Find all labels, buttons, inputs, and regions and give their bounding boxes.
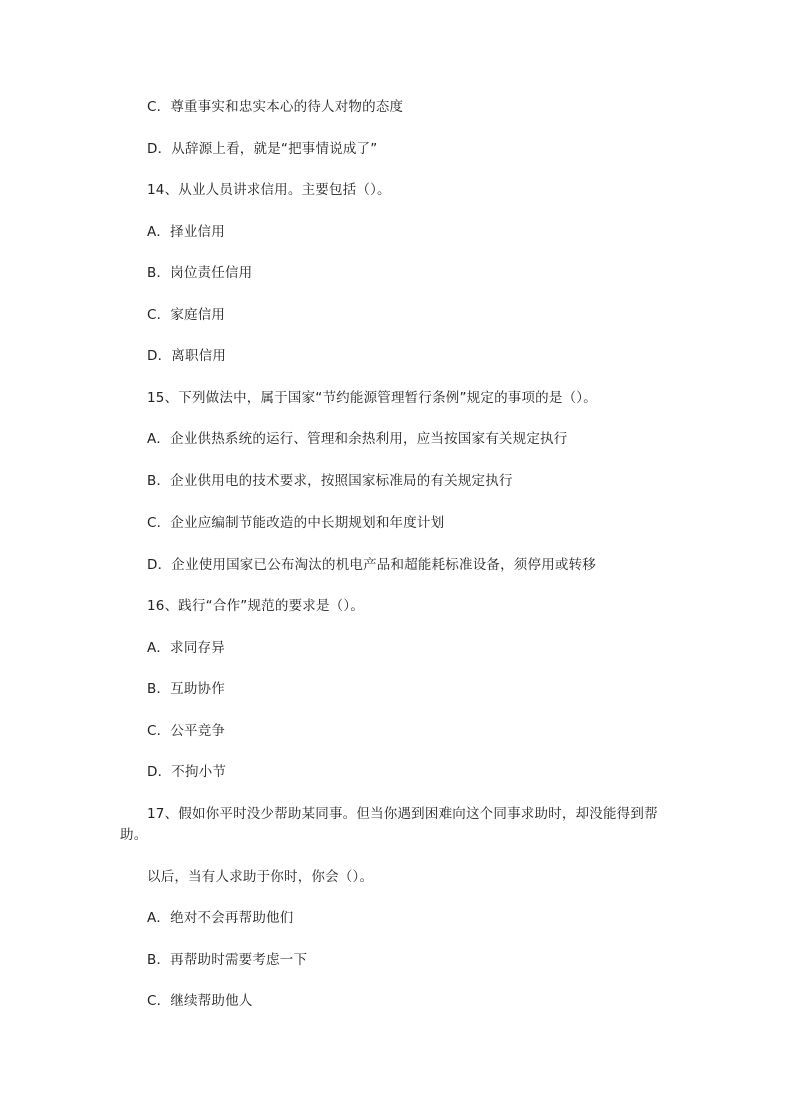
- question-line: 16、践行“合作”规范的要求是（）。: [147, 598, 365, 614]
- option-line: B．互助协作: [147, 681, 225, 697]
- option-line: A．绝对不会再帮助他们: [147, 910, 294, 926]
- option-line: A．企业供热系统的运行、管理和余热利用，应当按国家有关规定执行: [147, 431, 568, 447]
- option-line: C．公平竞争: [147, 723, 226, 739]
- question-line-continued: 助。: [120, 827, 148, 843]
- option-line: C．家庭信用: [147, 307, 226, 323]
- option-line: B．再帮助时需要考虑一下: [147, 952, 308, 968]
- option-line: C．企业应编制节能改造的中长期规划和年度计划: [147, 515, 445, 531]
- option-line: C．继续帮助他人: [147, 993, 253, 1009]
- question-line: 以后，当有人求助于你时，你会（）。: [147, 869, 374, 885]
- option-line: D．从辞源上看，就是“把事情说成了”: [147, 141, 378, 157]
- option-line: A．求同存异: [147, 640, 225, 656]
- option-line: D．企业使用国家已公布淘汰的机电产品和超能耗标准设备，须停用或转移: [147, 557, 596, 573]
- option-line: C．尊重事实和忠实本心的待人对物的态度: [147, 99, 404, 115]
- option-line: B．企业供用电的技术要求，按照国家标准局的有关规定执行: [147, 473, 513, 489]
- question-line: 15、下列做法中，属于国家“节约能源管理暂行条例”规定的事项的是（）。: [147, 390, 597, 406]
- question-line: 17、假如你平时没少帮助某同事。但当你遇到困难向这个同事求助时，却没能得到帮: [147, 806, 658, 822]
- option-line: B．岗位责任信用: [147, 265, 253, 281]
- option-line: A．择业信用: [147, 224, 225, 240]
- option-line: D．不拘小节: [147, 764, 227, 780]
- option-line: D．离职信用: [147, 348, 227, 364]
- question-line: 14、从业人员讲求信用。主要包括（）。: [147, 182, 391, 198]
